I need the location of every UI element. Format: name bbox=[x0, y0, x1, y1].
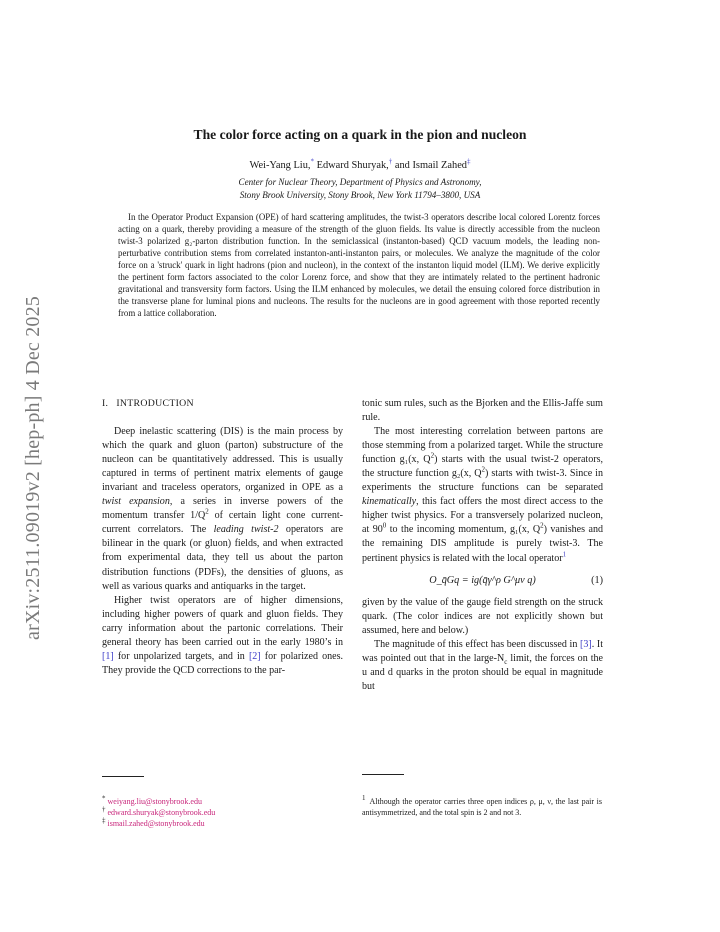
text-segment: ) vanishes and the remaining DIS amplitude is purely twist-3. The pertinent physics is related with the local operator bbox=[362, 524, 603, 564]
section-title: INTRODUCTION bbox=[116, 398, 194, 409]
text-segment: for unpolarized targets, and in bbox=[113, 650, 249, 662]
equation-number: (1) bbox=[591, 574, 603, 586]
email-link[interactable]: weiyang.liu@stonybrook.edu bbox=[107, 797, 202, 806]
abstract: In the Operator Product Expansion (OPE) of hard scattering amplitudes, the twist-3 operators describe local colored Lorentz forces acting on a quark, thereby providing a measure of the strength of the gluon fields. Its value is directly accessible from the nucleon twist-3 polarized g₂-parton distribution function. In the semiclassical (instanton-based) QCD vacuum models, the leading non-perturbative contribution stems from correlated instanton-anti-instanton pairs, or molecules. We analyze the magnitude of the color force on a 'struck' quark in light hadrons (pion and nucleon), in the context of the instanton liquid model (ILM). We derive explicitly the pertinent form factors associated to the color Lorenz force, and show that they are intimately related to the pertinent hadronic gravitational and transversity form factors. Using the ILM enhanced by molecules, we detail the ensuing colored force distribution in the transverse plane for luminal pions and nucleons. The results for the nucleons are in good agreement with those reported recently from a lattice collaboration. bbox=[118, 212, 600, 319]
footnote-mark: 1 bbox=[362, 794, 366, 803]
equation-text: O_q̄Gq = ig(q̄γ^ρ G^μν q) bbox=[429, 574, 536, 586]
text-segment: Higher twist operators are of higher dimensions, including higher powers of quark and gluon fields. They carry information about the partonic correlations. Their general theory has been carried out in the early 1980’s in bbox=[102, 594, 343, 648]
text-segment: The most interesting correlation between partons are those stemming from a polarized target. While the structure function g₁(x, Q bbox=[362, 426, 603, 466]
reference-link[interactable]: 1 bbox=[562, 550, 567, 559]
text-segment: to the incoming momentum, g₁(x, Q bbox=[386, 524, 541, 536]
author-mark[interactable]: * bbox=[310, 157, 314, 166]
author-footnotes bbox=[102, 796, 342, 830]
text-segment: 2 bbox=[540, 522, 544, 531]
email-link[interactable]: ismail.zahed@stonybrook.edu bbox=[107, 819, 205, 829]
paragraph bbox=[102, 594, 343, 678]
text-segment: ) starts with the usual twist-2 operators, the structure function g₂(x, Q bbox=[362, 454, 603, 480]
text-segment: , a series in inverse powers of the momentum transfer 1/Q bbox=[102, 496, 343, 522]
text-segment: of certain light cone current-current correlators. The bbox=[102, 510, 343, 536]
author-mark[interactable]: † bbox=[388, 157, 393, 166]
text-segment: Deep inelastic scattering (DIS) is the main process by which the quark and gluon (parton) substructure of the nucleon can be quantitatively addressed. This is usually captured in terms of pertinent matrix elements of gauge invariant and traceless operators, organized in OPE as a bbox=[102, 426, 343, 494]
footnote-rule bbox=[362, 774, 404, 775]
paragraph: tonic sum rules, such as the Bjorken and the Ellis-Jaffe sum rule. bbox=[362, 398, 603, 424]
email-footnote: † edward.shuryak@stonybrook.edu bbox=[102, 805, 216, 818]
text-segment: 2 bbox=[481, 465, 486, 474]
affiliation-line: Stony Brook University, Stony Brook, New York 11794–3800, USA bbox=[239, 190, 481, 200]
paragraph: given by the value of the gauge field strength on the struck quark. (The color indices are not explicitly shown but assumed, here and below.) bbox=[362, 596, 603, 636]
paragraph bbox=[362, 638, 603, 694]
email-footnote: * weiyang.liu@stonybrook.edu bbox=[102, 794, 202, 806]
email-footnote: ‡ ismail.zahed@stonybrook.edu bbox=[102, 816, 205, 829]
arxiv-stamp: arXiv:2511.09019v2 [hep-ph] 4 Dec 2025 bbox=[22, 295, 44, 640]
paper-title: The color force acting on a quark in the pion and nucleon bbox=[193, 127, 527, 142]
right-column bbox=[362, 397, 603, 694]
reference-link[interactable]: [2] bbox=[248, 650, 261, 662]
text-segment: 0 bbox=[382, 522, 387, 531]
footnote-rule bbox=[102, 776, 144, 777]
text-segment: , this fact offers the most direct access to the higher twist physics. For a transversely polarized nucleon, at 90 bbox=[362, 496, 603, 536]
text-segment: leading twist-2 bbox=[213, 524, 279, 536]
text-segment: kinematically bbox=[362, 496, 417, 508]
text-segment: The magnitude of this effect has been discussed in bbox=[374, 638, 580, 650]
text-segment: 2 bbox=[205, 507, 209, 516]
email-link[interactable]: edward.shuryak@stonybrook.edu bbox=[107, 808, 216, 818]
footnote bbox=[362, 796, 602, 818]
text-segment: c bbox=[504, 657, 508, 666]
section-heading bbox=[102, 397, 343, 411]
footnote-text: Although the operator carries three open indices ρ, μ, ν, the last pair is antisymmetrized, and the total spin is 2 and not 3. bbox=[362, 797, 602, 818]
paragraph bbox=[362, 425, 603, 565]
text-segment: for polarized ones. They provide the QCD corrections to the par- bbox=[102, 650, 343, 676]
paragraph bbox=[102, 425, 343, 594]
reference-link[interactable]: [3] bbox=[579, 638, 592, 650]
author-name: and Ismail Zahed bbox=[394, 160, 468, 171]
reference-link[interactable]: [1] bbox=[102, 650, 114, 662]
text-segment: operators are bilinear in the quark (or gluon) fields, and when extracted from experimental data, they tell us about the parton distribution functions (PDFs), the densities of gluons, as well as various quarks and antiquarks in the target. bbox=[102, 524, 343, 592]
text-segment: . It was pointed out that in the large-N bbox=[362, 638, 603, 664]
author-name: Wei-Yang Liu, bbox=[249, 160, 311, 171]
left-column bbox=[102, 397, 343, 678]
affiliation-line: Center for Nuclear Theory, Department of Physics and Astronomy, bbox=[238, 177, 482, 187]
author-mark[interactable]: ‡ bbox=[467, 157, 471, 166]
equation bbox=[362, 574, 603, 588]
text-segment: twist expansion bbox=[102, 496, 170, 508]
section-number: I. bbox=[102, 398, 109, 409]
text-segment: 2 bbox=[430, 451, 435, 460]
text-segment: limit, the forces on the u and d quarks in the proton should be equal in magnitude but bbox=[362, 652, 603, 692]
text-segment: ) starts with twist-3. Since in experiments the structure functions can be separated bbox=[362, 468, 603, 494]
affiliation bbox=[100, 176, 620, 202]
equation-block bbox=[362, 570, 603, 592]
author-list bbox=[100, 157, 620, 171]
author-name: Edward Shuryak, bbox=[316, 160, 389, 171]
